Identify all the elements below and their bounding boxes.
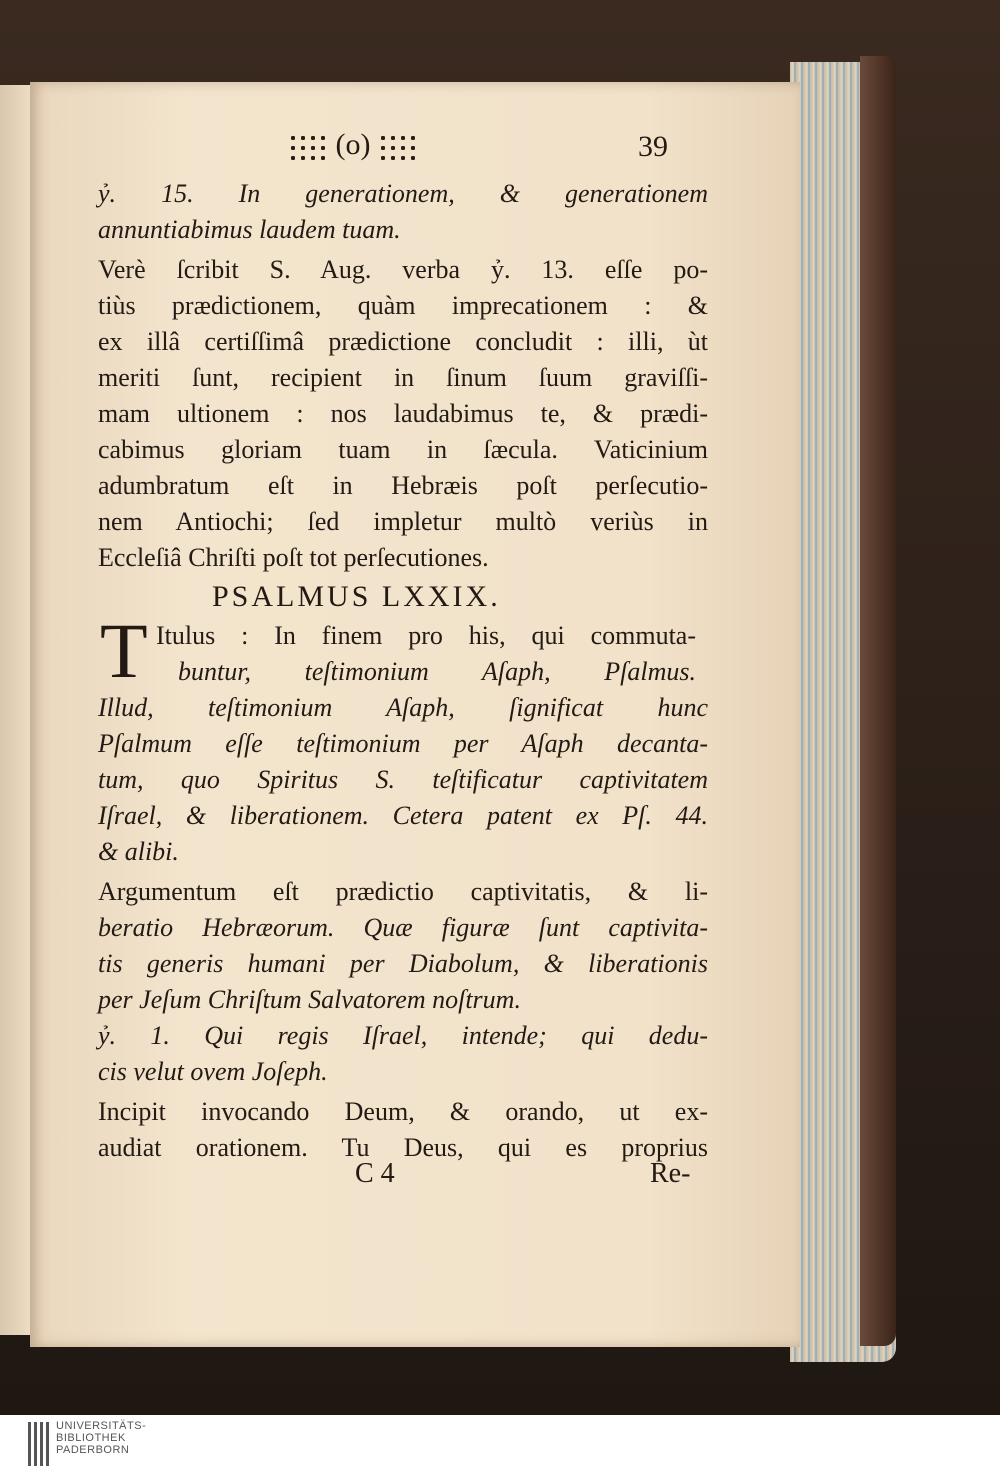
logo-line-3: PADERBORN (56, 1444, 130, 1456)
text-line: ỷ. 15. In generationem, & generationem (98, 179, 708, 208)
psalm-heading: PSALMUS LXXIX. (212, 580, 501, 613)
catchword: Re- (650, 1158, 691, 1189)
text-line: ex illâ certiſſimâ prædictione concludit : illi, ùt (98, 327, 708, 356)
text-line: Iſrael, & liberationem. Cetera patent ex Pſ. 44. (98, 801, 708, 830)
text-line: & alibi. (98, 837, 179, 866)
header-ornament-text: (o) (335, 128, 371, 161)
text-line: mam ultionem : nos laudabimus te, & prædi- (98, 399, 708, 428)
text-line: beratio Hebræorum. Quæ figuræ ſunt captivita- (98, 913, 708, 942)
footer-bar (0, 1415, 1000, 1472)
text-line: Eccleſiâ Chriſti poſt tot perſecutiones. (98, 543, 489, 572)
text-line: cabimus gloriam tuam in ſæcula. Vaticinium (98, 435, 708, 464)
text-line: Pſalmum eſſe teſtimonium per Aſaph decanta- (98, 729, 708, 758)
text-line: annuntiabimus laudem tuam. (98, 215, 401, 244)
text-line: tum, quo Spiritus S. teſtificatur captivitatem (98, 765, 708, 794)
text-line: Verè ſcribit S. Aug. verba ỷ. 13. eſſe po- (98, 255, 708, 284)
text-line: Incipit invocando Deum, & orando, ut ex- (98, 1097, 708, 1126)
text-line: nem Antiochi; ſed impletur multò veriùs in (98, 507, 708, 536)
text-line: per Jeſum Chriſtum Salvatorem noſtrum. (98, 985, 521, 1014)
text-line: adumbratum eſt in Hebræis poſt perſecutio- (98, 471, 708, 500)
titulus-line: buntur, teſtimonium Aſaph, Pſalmus. (178, 657, 696, 686)
text-line: cis velut ovem Joſeph. (98, 1057, 328, 1086)
page-header (288, 128, 418, 162)
text-line: Illud, teſtimonium Aſaph, ſignificat hunc (98, 693, 708, 722)
book-cover-edge (860, 56, 896, 1346)
text-line: Argumentum eſt prædictio captivitatis, & li- (98, 877, 708, 906)
library-logo-text (56, 1420, 146, 1456)
text-line: meriti ſunt, recipient in ſinum ſuum graviſſi- (98, 363, 708, 392)
drop-capital: T (100, 607, 148, 694)
logo-line-1: UNIVERSITÄTS- (56, 1420, 147, 1432)
ornament-right-icon (378, 133, 418, 161)
text-line: tiùs prædictionem, quàm imprecationem : & (98, 291, 708, 320)
text-line: tis generis humani per Diabolum, & liberationis (98, 949, 708, 978)
left-page-sliver (0, 85, 30, 1335)
signature-mark: C 4 (355, 1158, 395, 1189)
ornament-left-icon (288, 133, 328, 161)
text-line: ỷ. 1. Qui regis Iſrael, intende; qui dedu- (98, 1021, 708, 1050)
library-logo-icon (28, 1422, 50, 1466)
text-line: audiat orationem. Tu Deus, qui es proprius (98, 1133, 708, 1162)
titulus-line: Itulus : In finem pro his, qui commuta- (156, 621, 696, 650)
logo-line-2: BIBLIOTHEK (56, 1432, 126, 1444)
page-number: 39 (638, 130, 668, 163)
